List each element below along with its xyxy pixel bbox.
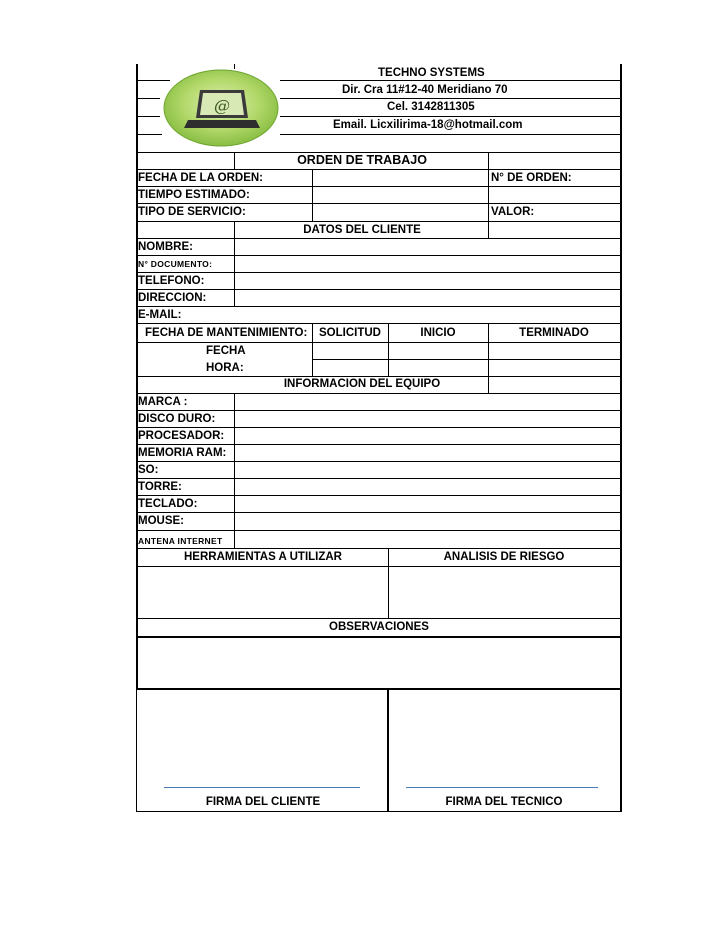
order-rule-4 xyxy=(136,221,622,222)
tools-title: HERRAMIENTAS A UTILIZAR xyxy=(183,551,342,563)
tools-rule-1 xyxy=(136,566,622,567)
company-name: TECHNO SYSTEMS xyxy=(378,67,485,79)
client-vl xyxy=(234,238,235,306)
order-title-vl-2 xyxy=(488,152,489,169)
equipment-item-ram: MEMORIA RAM: xyxy=(138,447,227,459)
maintenance-vl-3 xyxy=(488,323,489,376)
header-rule-1 xyxy=(136,80,170,81)
equipment-item-marca: MARCA : xyxy=(138,396,188,408)
order-service-label: TIPO DE SERVICIO: xyxy=(138,206,246,218)
header-rule-3b xyxy=(280,116,622,117)
risk-title: ANALISIS DE RIESGO xyxy=(443,551,565,563)
order-rule-1 xyxy=(136,169,622,170)
company-phone: Cel. 3142811305 xyxy=(387,101,475,113)
header-rule-4 xyxy=(136,134,162,135)
observations-title: OBSERVACIONES xyxy=(329,621,429,633)
form-right-border-lower xyxy=(620,690,622,812)
equipment-item-procesador: PROCESADOR: xyxy=(138,430,225,442)
header-rule-1b xyxy=(280,80,622,81)
header-rule-3 xyxy=(136,116,160,117)
header-rule-2b xyxy=(280,98,622,99)
equipment-item-so: SO: xyxy=(138,464,159,476)
maintenance-vl-2 xyxy=(388,323,389,376)
order-rule-2 xyxy=(136,186,622,187)
order-title: ORDEN DE TRABAJO xyxy=(297,153,427,167)
company-address: Dir. Cra 11#12-40 Meridiano 70 xyxy=(342,84,508,96)
equipment-rule-0 xyxy=(136,393,622,394)
order-vl-b xyxy=(488,169,489,221)
technician-signature-line xyxy=(406,787,598,788)
tools-divider xyxy=(388,548,389,618)
header-tick xyxy=(234,64,235,69)
observations-rule-2 xyxy=(136,688,622,690)
signature-divider xyxy=(387,688,389,812)
client-rule-2 xyxy=(136,255,622,256)
form-left-border xyxy=(136,64,138,690)
equipment-item-disco: DISCO DURO: xyxy=(138,413,216,425)
client-rule-1 xyxy=(136,238,622,239)
maintenance-rule-1 xyxy=(136,342,622,343)
client-name-label: NOMBRE: xyxy=(138,241,193,253)
client-email-label: E-MAIL: xyxy=(138,309,182,321)
maintenance-row-fecha: FECHA xyxy=(206,345,246,357)
work-order-form xyxy=(136,64,622,812)
maintenance-col-terminado: TERMINADO xyxy=(519,327,589,339)
client-title: DATOS DEL CLIENTE xyxy=(303,224,421,236)
maintenance-rule-2 xyxy=(312,359,622,360)
order-vl-a xyxy=(312,169,313,221)
order-title-vl-1 xyxy=(234,152,235,169)
equipment-title-vl-2 xyxy=(488,376,489,393)
maintenance-col-inicio: INICIO xyxy=(420,327,456,339)
equipment-rule-1 xyxy=(136,410,622,411)
equipment-rule-9 xyxy=(136,548,622,549)
observations-rule-1 xyxy=(136,636,622,638)
equipment-item-mouse: MOUSE: xyxy=(138,515,184,527)
order-number-label: N° DE ORDEN: xyxy=(491,172,572,184)
equipment-vl xyxy=(234,393,235,548)
logo-at-glyph: @ xyxy=(214,96,230,115)
client-signature-line xyxy=(164,787,360,788)
equipment-rule-7 xyxy=(136,512,622,513)
client-phone-label: TELEFONO: xyxy=(138,275,205,287)
equipment-item-torre: TORRE: xyxy=(138,481,182,493)
order-rule-3 xyxy=(136,203,622,204)
form-bottom-rule xyxy=(136,811,622,812)
company-logo xyxy=(162,68,280,148)
form-right-border xyxy=(620,64,622,690)
order-date-label: FECHA DE LA ORDEN: xyxy=(138,172,264,184)
equipment-rule-2 xyxy=(136,427,622,428)
client-title-vl-1 xyxy=(234,221,235,238)
equipment-rule-5 xyxy=(136,478,622,479)
equipment-item-teclado: TECLADO: xyxy=(138,498,198,510)
form-left-border-lower xyxy=(136,690,137,812)
client-signature-label: FIRMA DEL CLIENTE xyxy=(205,796,321,808)
technician-signature-label: FIRMA DEL TECNICO xyxy=(445,796,563,808)
client-title-vl-2 xyxy=(488,221,489,238)
header-rule-4b xyxy=(280,134,622,135)
maintenance-row-hora: HORA: xyxy=(206,362,244,374)
order-time-label: TIEMPO ESTIMADO: xyxy=(138,189,250,201)
header-rule-2 xyxy=(136,98,160,99)
maintenance-label: FECHA DE MANTENIMIENTO: xyxy=(145,327,308,339)
equipment-rule-6 xyxy=(136,495,622,496)
equipment-rule-3 xyxy=(136,444,622,445)
maintenance-col-solicitud: SOLICITUD xyxy=(319,327,381,339)
company-email: Email. Licxilirima-18@hotmail.com xyxy=(333,119,523,131)
order-value-label: VALOR: xyxy=(491,206,535,218)
equipment-title: INFORMACION DEL EQUIPO xyxy=(283,378,441,390)
client-rule-3 xyxy=(136,272,622,273)
client-rule-6 xyxy=(136,323,622,324)
client-rule-4 xyxy=(136,289,622,290)
equipment-rule-8 xyxy=(136,530,622,531)
client-rule-5 xyxy=(136,306,622,307)
maintenance-vl-1 xyxy=(312,323,313,376)
tools-rule-2 xyxy=(136,618,622,619)
equipment-rule-4 xyxy=(136,461,622,462)
client-doc-label: N° DOCUMENTO: xyxy=(138,259,213,269)
equipment-item-antena: ANTENA INTERNET xyxy=(138,536,223,546)
client-address-label: DIRECCION: xyxy=(138,292,207,304)
